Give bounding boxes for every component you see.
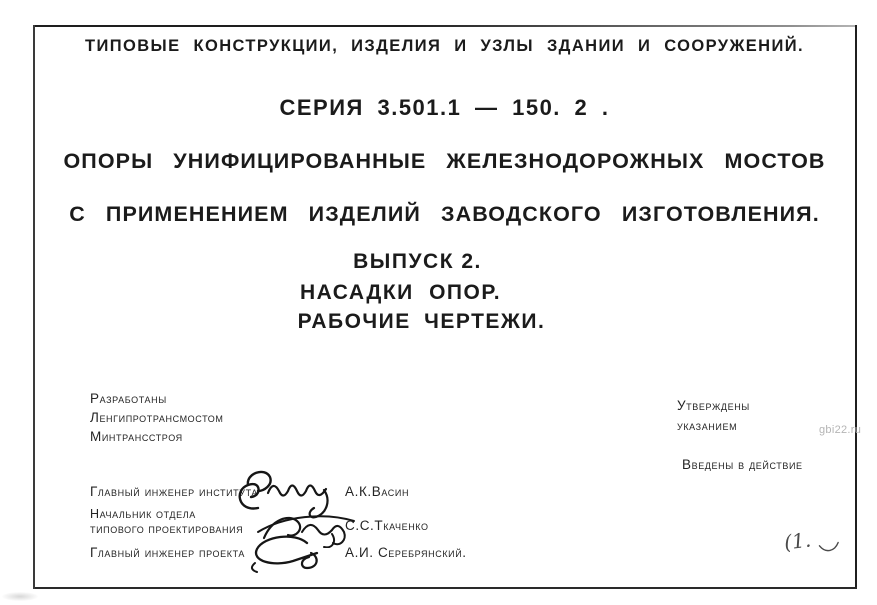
signatory-name-tkachenko: С.С.Ткаченко: [345, 518, 429, 533]
approved-block: [677, 396, 750, 436]
signatory-title-line-1: Начальник отдела: [90, 507, 196, 521]
document-header: ТИПОВЫЕ КОНСТРУКЦИИ, ИЗДЕЛИЯ И УЗЛЫ ЗДАНИИ И СООРУЖЕНИЙ.: [85, 37, 804, 55]
developed-by-line-2: Ленгипротрансмостом: [90, 410, 224, 425]
title-line-1: ОПОРЫ УНИФИЦИРОВАННЫЕ ЖЕЛЕЗНОДОРОЖНЫХ МОСТОВ: [63, 149, 826, 173]
frame-top-line: [33, 25, 857, 27]
signature-serebryansky: [243, 532, 347, 574]
signatory-name-vasin: А.К.Васин: [345, 484, 410, 499]
scan-smudge: [2, 592, 38, 601]
signatory-title-chief-engineer-institute: Главный инженер института: [90, 484, 258, 499]
enacted-line: Введены в действие: [682, 457, 803, 472]
site-watermark: gbi22.ru: [819, 424, 862, 436]
subtitle-line-1: НАСАДКИ ОПОР.: [299, 281, 502, 304]
title-line-2: С ПРИМЕНЕНИЕМ ИЗДЕЛИЙ ЗАВОДСКОГО ИЗГОТОВЛЕНИЯ.: [69, 202, 820, 226]
signatory-title-chief-project-engineer: Главный инженер проекта: [90, 545, 245, 560]
developed-by-block: [90, 389, 223, 446]
approved-line-1: Утверждены: [677, 398, 750, 413]
handwritten-page-number: (1.: [782, 527, 813, 555]
page-number-swash: [817, 539, 843, 557]
developed-by-line-3: Минтрансстроя: [90, 429, 183, 444]
subtitle-line-2: РАБОЧИЕ ЧЕРТЕЖИ.: [297, 310, 546, 333]
signatory-name-serebryansky: А.И. Серебрянский.: [345, 545, 467, 560]
frame-bottom-line: [33, 587, 857, 589]
signatory-title-head-of-department: [90, 507, 243, 537]
series-number-line: СЕРИЯ 3.501.1 — 150. 2 .: [279, 95, 610, 120]
signatory-title-line-2: типового проектирования: [90, 522, 244, 536]
approved-line-2: указанием: [677, 418, 738, 433]
developed-by-line-1: Разработаны: [90, 391, 167, 406]
issue-line: ВЫПУСК 2.: [353, 250, 482, 273]
